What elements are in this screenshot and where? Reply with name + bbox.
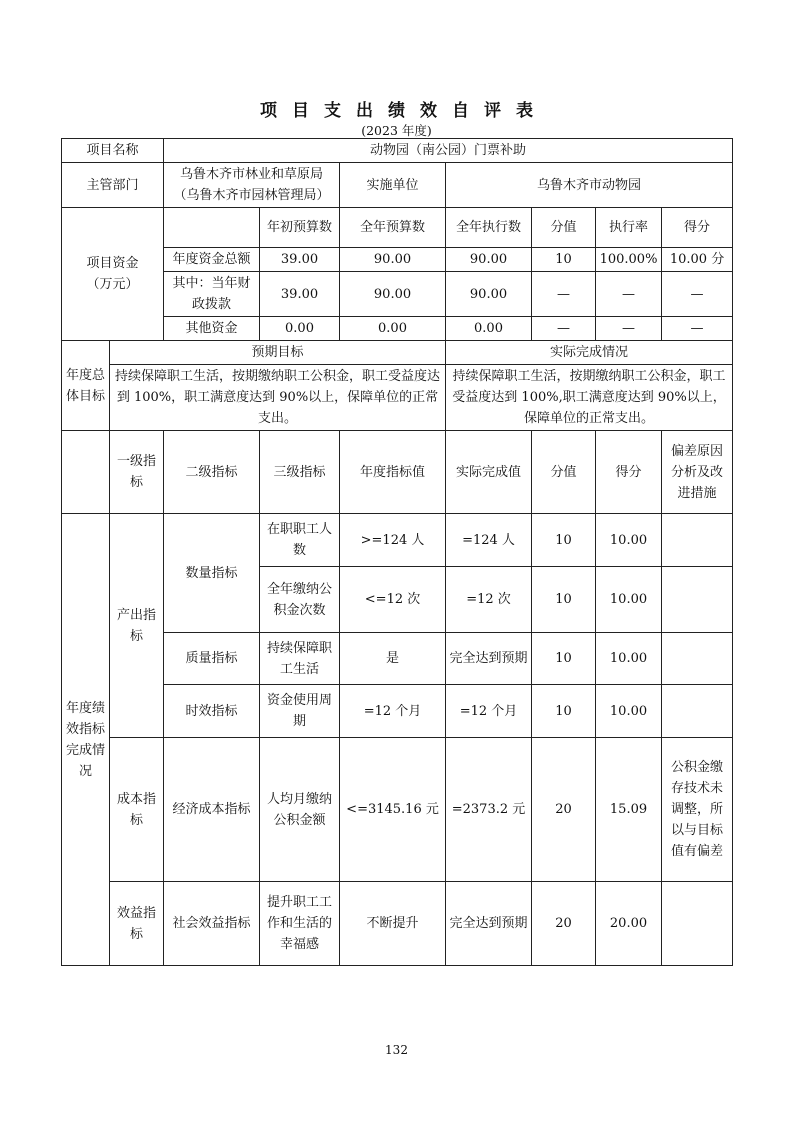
indicator-score: 10.00 xyxy=(596,633,662,685)
output-indicator-label: 产出指标 xyxy=(110,514,164,738)
indicator-actual: =124 人 xyxy=(446,514,532,567)
performance-section-label: 年度绩效指标完成情况 xyxy=(62,514,110,966)
funds-rate: — xyxy=(596,272,662,317)
indicator-row xyxy=(62,738,733,882)
indicator-score: 10.00 xyxy=(596,567,662,633)
indicator-score-value: 20 xyxy=(532,882,596,966)
indicator-deviation xyxy=(662,685,733,738)
indicator-header-actual: 实际完成值 xyxy=(446,431,532,514)
indicator-actual: =12 个月 xyxy=(446,685,532,738)
indicator-row xyxy=(62,514,733,567)
funds-initial: 39.00 xyxy=(260,272,340,317)
social-benefit-indicator-label: 社会效益指标 xyxy=(164,882,260,966)
quantity-indicator-label: 数量指标 xyxy=(164,514,260,633)
funds-header-initial: 年初预算数 xyxy=(260,208,340,248)
goals-actual-text: 持续保障职工生活，按期缴纳职工公积金，职工受益度达到 100%,职工满意度达到 90%以上，保障单位的正常支出。 xyxy=(446,365,733,431)
indicator-target: <=12 次 xyxy=(340,567,446,633)
dept-value xyxy=(164,163,340,208)
indicator-header-deviation: 偏差原因分析及改进措施 xyxy=(662,431,733,514)
funds-header-score: 得分 xyxy=(662,208,733,248)
goals-actual-header: 实际完成情况 xyxy=(446,341,733,365)
indicator-header-level2: 二级指标 xyxy=(164,431,260,514)
funds-score: — xyxy=(662,317,733,341)
funds-annual: 0.00 xyxy=(340,317,446,341)
indicator-actual: =2373.2 元 xyxy=(446,738,532,882)
page-subtitle: (2023 年度) xyxy=(361,123,432,138)
funds-initial: 39.00 xyxy=(260,248,340,272)
page-title: 项目支出绩效自评表 xyxy=(260,101,548,121)
funds-executed: 90.00 xyxy=(446,272,532,317)
indicator-score: 20.00 xyxy=(596,882,662,966)
project-name-label: 项目名称 xyxy=(62,139,164,163)
indicator-header-target: 年度指标值 xyxy=(340,431,446,514)
benefit-indicator-label: 效益指标 xyxy=(110,882,164,966)
indicator-deviation xyxy=(662,633,733,685)
indicator-actual: =12 次 xyxy=(446,567,532,633)
funds-annual: 90.00 xyxy=(340,272,446,317)
indicator-deviation xyxy=(662,567,733,633)
indicator-target: =12 个月 xyxy=(340,685,446,738)
impl-value: 乌鲁木齐市动物园 xyxy=(446,163,733,208)
project-name-value: 动物园（南公园）门票补助 xyxy=(164,139,733,163)
indicator-target: 不断提升 xyxy=(340,882,446,966)
indicator-target: <=3145.16 元 xyxy=(340,738,446,882)
funds-corner-cell xyxy=(164,208,260,248)
indicator-level3: 在职职工人数 xyxy=(260,514,340,567)
indicator-score-value: 10 xyxy=(532,514,596,567)
dept-line-2: （乌鲁木齐市园林管理局） xyxy=(173,188,330,203)
funds-row-label: 其他资金 xyxy=(164,317,260,341)
indicator-actual: 完全达到预期 xyxy=(446,633,532,685)
funds-score-value: — xyxy=(532,272,596,317)
funds-label-line-2: （万元） xyxy=(86,277,139,292)
indicator-deviation xyxy=(662,882,733,966)
indicator-header-blank xyxy=(62,431,110,514)
page-number: 132 xyxy=(385,1043,408,1057)
timeliness-indicator-label: 时效指标 xyxy=(164,685,260,738)
indicator-level3: 提升职工工作和生活的幸福感 xyxy=(260,882,340,966)
funds-executed: 90.00 xyxy=(446,248,532,272)
funds-header-score-value: 分值 xyxy=(532,208,596,248)
funds-score-value: — xyxy=(532,317,596,341)
indicator-score: 15.09 xyxy=(596,738,662,882)
funds-row-label: 年度资金总额 xyxy=(164,248,260,272)
indicator-score-value: 10 xyxy=(532,685,596,738)
funds-label xyxy=(62,208,164,341)
indicator-deviation: 公积金缴存技术未调整，所以与目标值有偏差 xyxy=(662,738,733,882)
indicator-row xyxy=(62,882,733,966)
funds-initial: 0.00 xyxy=(260,317,340,341)
indicator-actual: 完全达到预期 xyxy=(446,882,532,966)
funds-executed: 0.00 xyxy=(446,317,532,341)
indicator-level3: 资金使用周期 xyxy=(260,685,340,738)
funds-rate: 100.00% xyxy=(596,248,662,272)
indicator-score-value: 10 xyxy=(532,567,596,633)
quality-indicator-label: 质量指标 xyxy=(164,633,260,685)
funds-score-value: 10 xyxy=(532,248,596,272)
indicator-level3: 持续保障职工生活 xyxy=(260,633,340,685)
funds-header-annual: 全年预算数 xyxy=(340,208,446,248)
indicator-score-value: 10 xyxy=(532,633,596,685)
impl-label: 实施单位 xyxy=(340,163,446,208)
indicator-header-level1: 一级指标 xyxy=(110,431,164,514)
funds-score: 10.00 分 xyxy=(662,248,733,272)
funds-header-rate: 执行率 xyxy=(596,208,662,248)
funds-rate: — xyxy=(596,317,662,341)
goals-expected-text: 持续保障职工生活，按期缴纳职工公积金，职工受益度达到 100%，职工满意度达到 90%以上，保障单位的正常支出。 xyxy=(110,365,446,431)
cost-indicator-label: 成本指标 xyxy=(110,738,164,882)
indicator-target: 是 xyxy=(340,633,446,685)
indicator-score-value: 20 xyxy=(532,738,596,882)
indicator-level3: 全年缴纳公积金次数 xyxy=(260,567,340,633)
indicator-score: 10.00 xyxy=(596,514,662,567)
self-evaluation-table xyxy=(61,138,733,966)
indicator-score: 10.00 xyxy=(596,685,662,738)
goals-label: 年度总体目标 xyxy=(62,341,110,431)
indicator-deviation xyxy=(662,514,733,567)
indicator-header-score-value: 分值 xyxy=(532,431,596,514)
goals-expected-header: 预期目标 xyxy=(110,341,446,365)
funds-annual: 90.00 xyxy=(340,248,446,272)
indicator-level3: 人均月缴纳公积金额 xyxy=(260,738,340,882)
funds-header-executed: 全年执行数 xyxy=(446,208,532,248)
economic-cost-indicator-label: 经济成本指标 xyxy=(164,738,260,882)
dept-label: 主管部门 xyxy=(62,163,164,208)
funds-label-line-1: 项目资金 xyxy=(86,256,139,271)
indicator-header-level3: 三级指标 xyxy=(260,431,340,514)
indicator-target: >=124 人 xyxy=(340,514,446,567)
funds-row-label: 其中：当年财政拨款 xyxy=(164,272,260,317)
indicator-header-score: 得分 xyxy=(596,431,662,514)
funds-score: — xyxy=(662,272,733,317)
dept-line-1: 乌鲁木齐市林业和草原局 xyxy=(180,167,324,182)
